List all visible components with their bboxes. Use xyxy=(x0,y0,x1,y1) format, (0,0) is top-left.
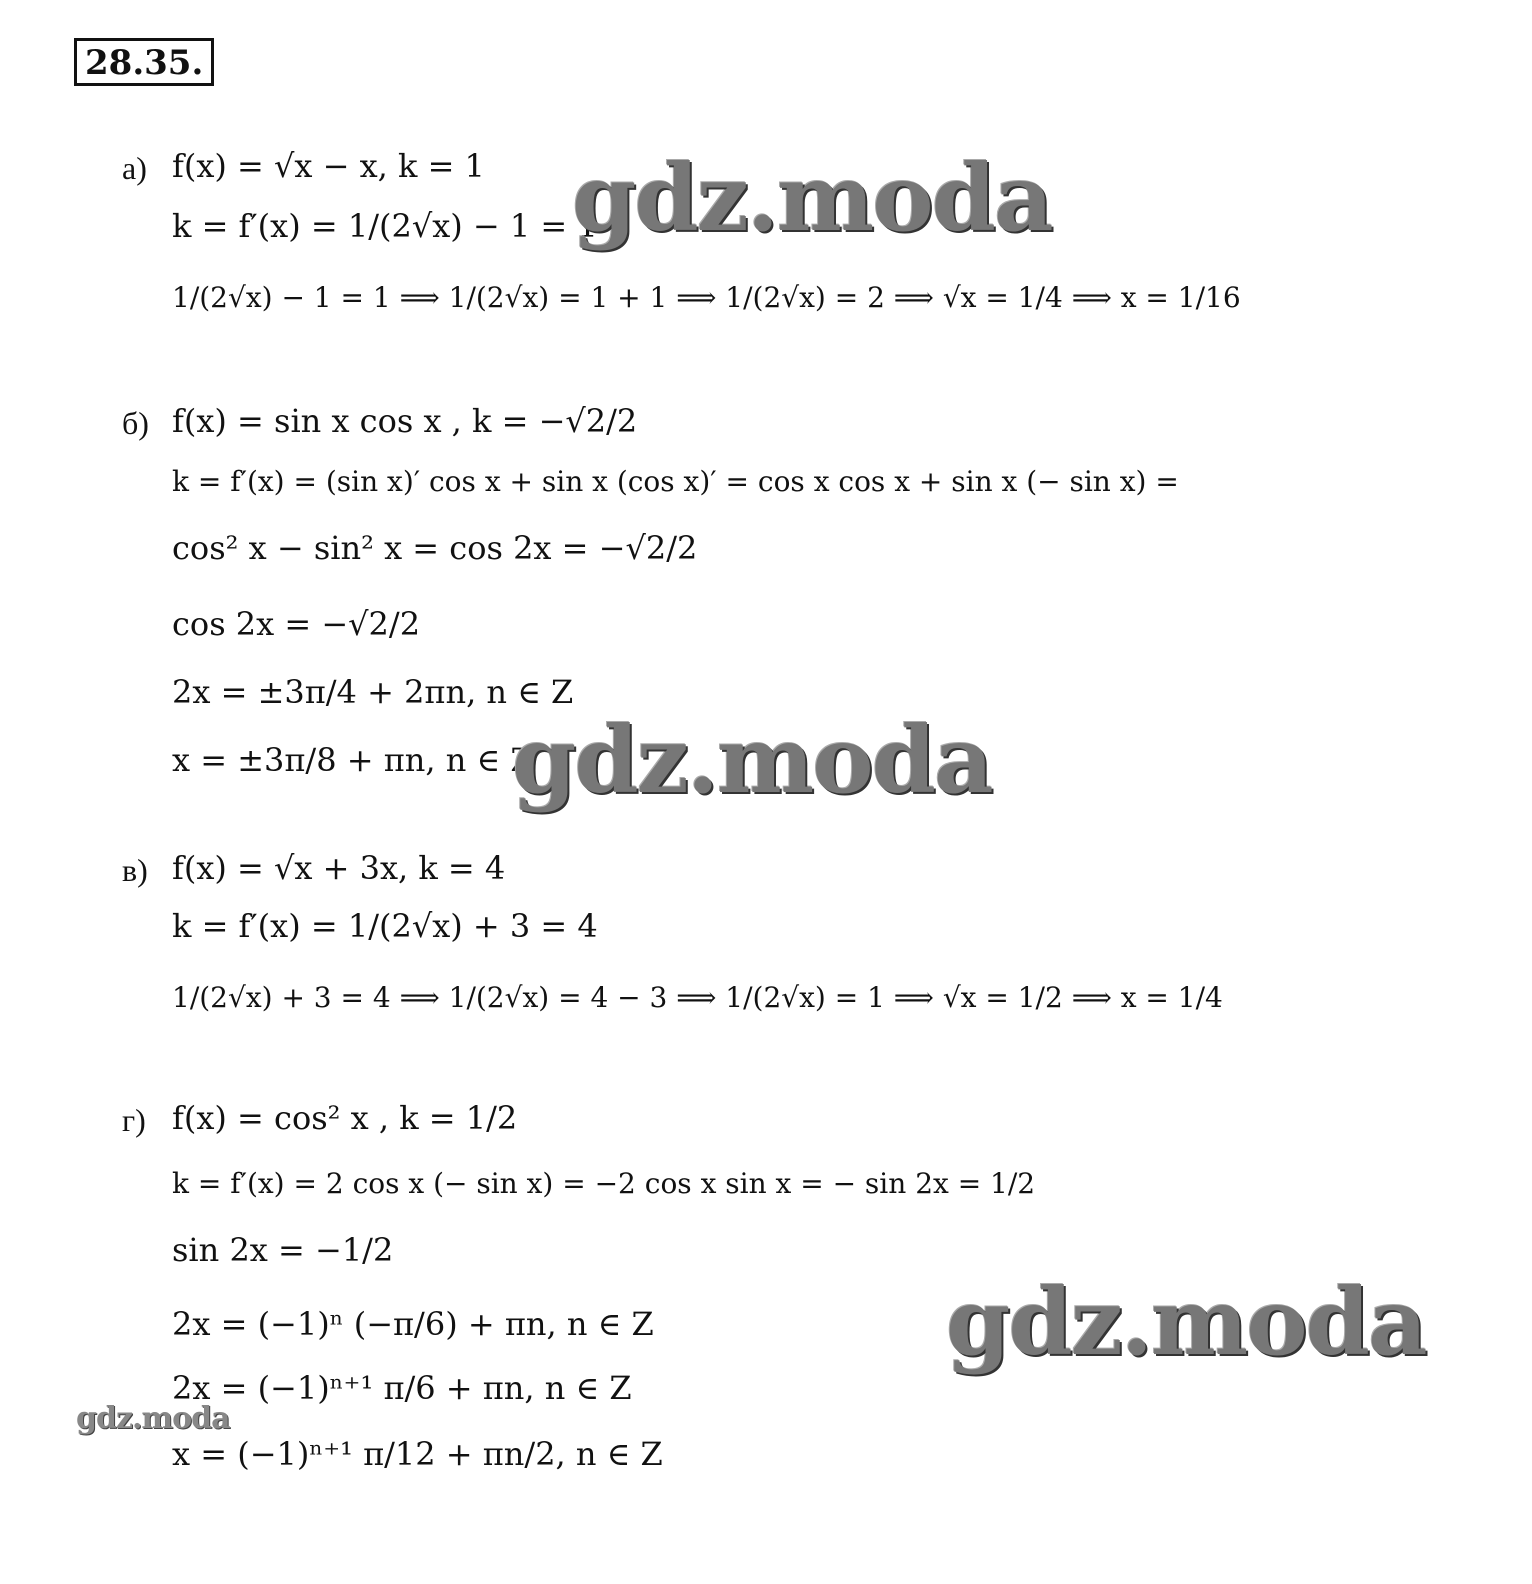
part-a-line-2: k = f′(x) = 1/(2√x) − 1 = 1 xyxy=(172,207,598,245)
part-g-line-1: f(x) = cos² x , k = 1/2 xyxy=(172,1099,518,1137)
part-v-line-1: f(x) = √x + 3x, k = 4 xyxy=(172,849,506,887)
part-v-line-3: 1/(2√x) + 3 = 4 ⟹ 1/(2√x) = 4 − 3 ⟹ 1/(2√x) = 1 ⟹ √x = 1/2 ⟹ x = 1/4 xyxy=(172,981,1223,1014)
part-g-line-2: k = f′(x) = 2 cos x (− sin x) = −2 cos x sin x = − sin 2x = 1/2 xyxy=(172,1167,1036,1200)
watermark-4: gdz.moda xyxy=(76,1401,230,1436)
part-b-label: б) xyxy=(122,405,149,441)
problem-number: 28.35. xyxy=(74,38,214,86)
part-g-line-3: sin 2x = −1/2 xyxy=(172,1231,394,1269)
part-b-line-2: k = f′(x) = (sin x)′ cos x + sin x (cos x)′ = cos x cos x + sin x (− sin x) = xyxy=(172,465,1179,498)
part-b-line-5: 2x = ±3π/4 + 2πn, n ∈ Z xyxy=(172,673,574,711)
watermark-3: gdz.moda xyxy=(946,1268,1426,1376)
part-b-line-1: f(x) = sin x cos x , k = −√2/2 xyxy=(172,402,638,440)
part-g-line-5: 2x = (−1)ⁿ⁺¹ π/6 + πn, n ∈ Z xyxy=(172,1369,632,1407)
part-g-line-6: x = (−1)ⁿ⁺¹ π/12 + πn/2, n ∈ Z xyxy=(172,1435,663,1473)
watermark-2: gdz.moda xyxy=(512,706,992,814)
part-g-label: г) xyxy=(122,1102,146,1138)
part-b-line-6: x = ±3π/8 + πn, n ∈ Z xyxy=(172,741,533,779)
part-a-label: а) xyxy=(122,150,147,186)
part-a-line-3: 1/(2√x) − 1 = 1 ⟹ 1/(2√x) = 1 + 1 ⟹ 1/(2√x) = 2 ⟹ √x = 1/4 ⟹ x = 1/16 xyxy=(172,281,1241,314)
part-v-label: в) xyxy=(122,852,148,888)
part-b-line-3: cos² x − sin² x = cos 2x = −√2/2 xyxy=(172,529,698,567)
part-g-line-4: 2x = (−1)ⁿ (−π/6) + πn, n ∈ Z xyxy=(172,1305,654,1343)
part-b-line-4: cos 2x = −√2/2 xyxy=(172,605,421,643)
part-v-line-2: k = f′(x) = 1/(2√x) + 3 = 4 xyxy=(172,907,598,945)
watermark-1: gdz.moda xyxy=(572,144,1052,252)
part-a-line-1: f(x) = √x − x, k = 1 xyxy=(172,147,485,185)
